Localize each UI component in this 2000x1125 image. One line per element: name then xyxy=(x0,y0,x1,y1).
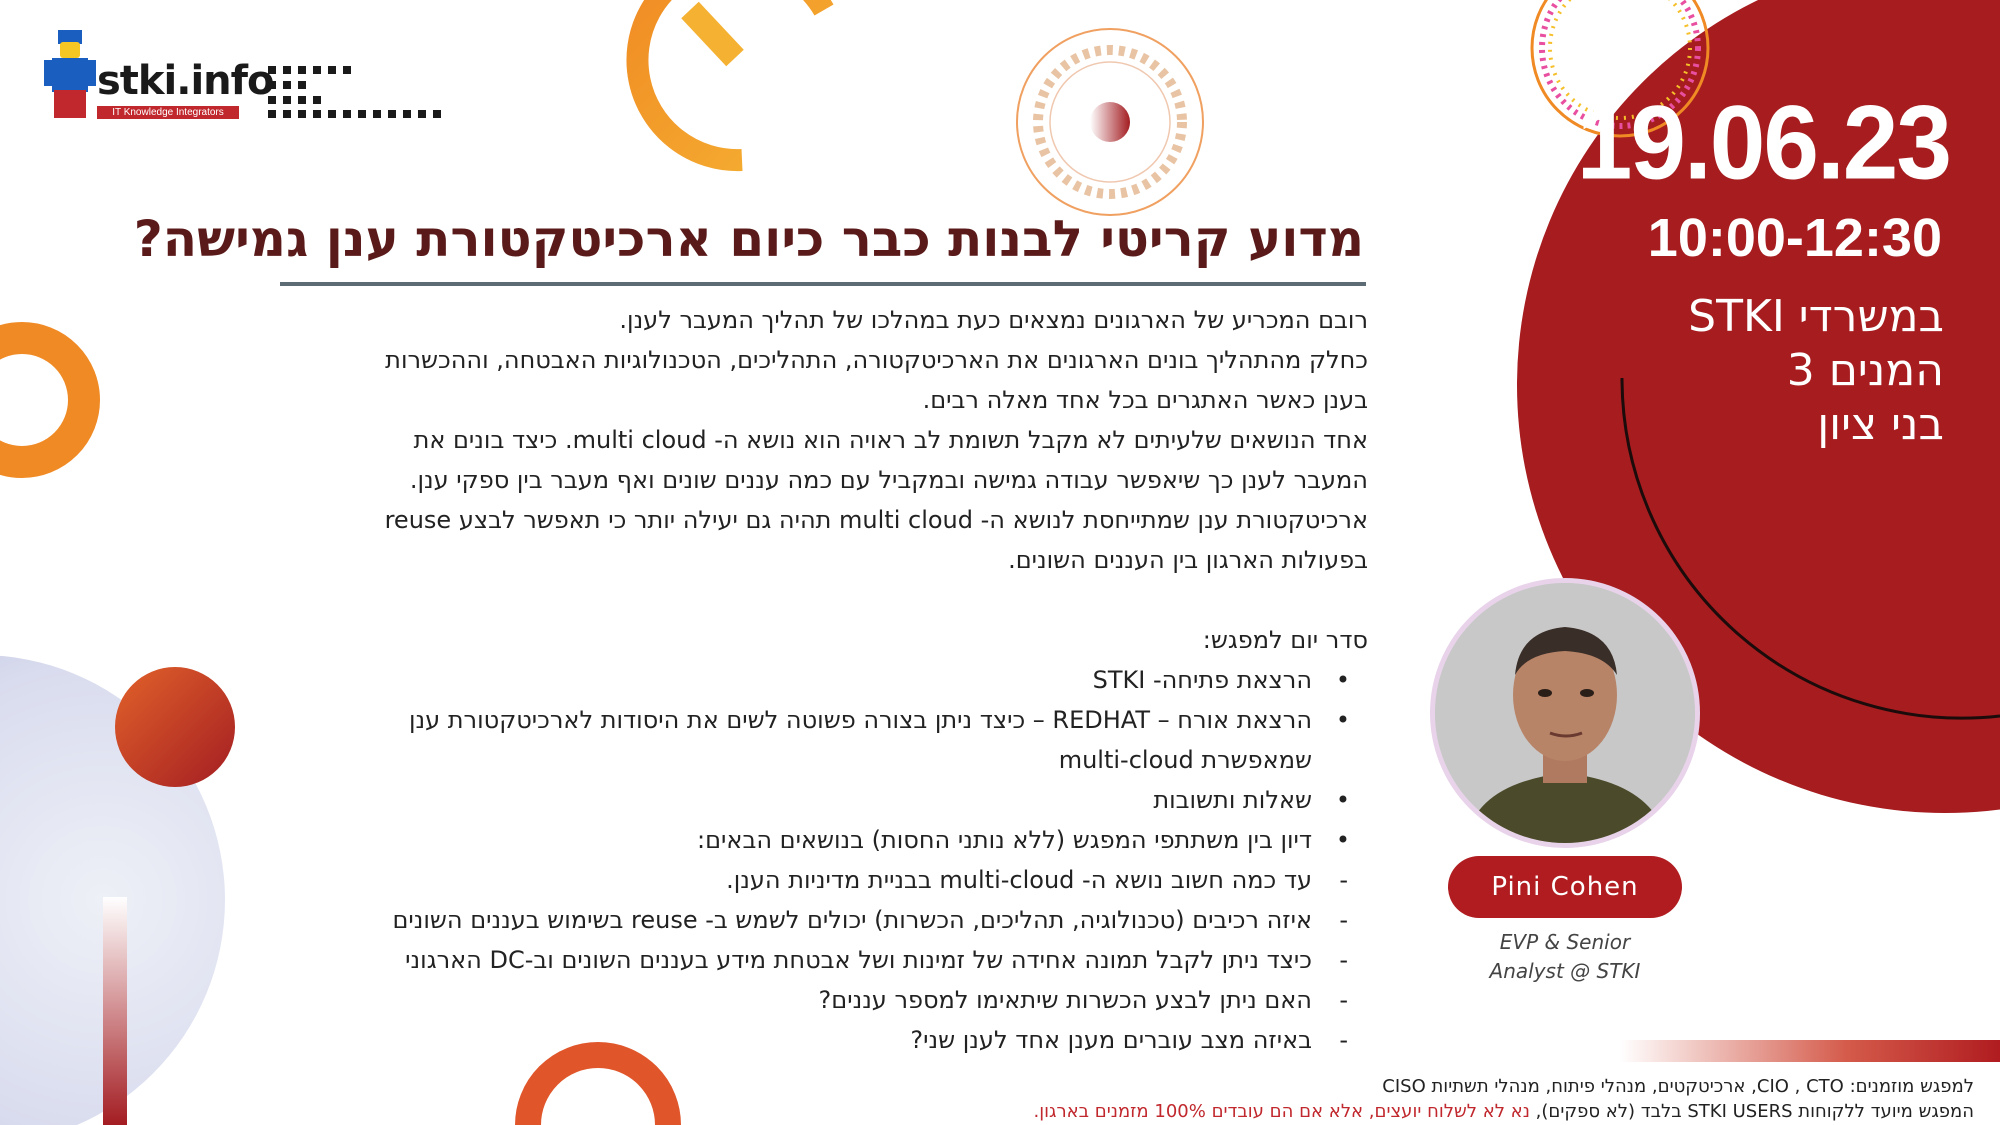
main-content xyxy=(232,300,1368,1060)
venue-line: במשרדי STKI xyxy=(1688,291,1944,342)
red-ball xyxy=(115,667,235,787)
event-venue xyxy=(1504,290,1944,452)
logo-tagline: IT Knowledge Integrators xyxy=(97,106,239,119)
intro-line: המעבר לענן כך שיאפשר עבודה גמישה ובמקביל עם כמה עננים שונים ואף מעבר בין ספקי ענן. xyxy=(409,466,1368,494)
agenda-sub-item: - כיצד ניתן לקבל תמונה אחידה של זמינות ושל אבטחת מידע בעננים השונים וב-DC הארגוני xyxy=(232,940,1368,980)
orange-ring-left xyxy=(0,338,84,462)
footer-invitees: למפגש מוזמנים: CIO , CTO, ארכיטקטים, מנהלי פיתוח, מנהלי תשתיות CISO xyxy=(1382,1076,1974,1097)
footer-notice xyxy=(574,1099,1974,1124)
intro-line: כחלק מהתהליך בונים הארגונים את הארכיטקטורה, התהליכים, הטכנולוגיות האבטחה, וההכשרות xyxy=(385,346,1368,374)
agenda-bullet-continuation: שמאפשרת multi-cloud xyxy=(1058,746,1312,774)
orange-arc-top xyxy=(637,0,824,160)
role-line: EVP & Senior xyxy=(1499,930,1631,954)
agenda-sub-item: - באיזה מצב עוברים מענן אחד לענן שני? xyxy=(232,1020,1368,1060)
venue-line: המנים 3 xyxy=(1786,345,1944,396)
intro-line: בענן כאשר האתגרים בכל אחד מאלה רבים. xyxy=(922,386,1368,414)
agenda-sub-item: - איזה רכיבים (טכנולוגיה, תהליכים, הכשרות) יכולים לשמש ב- reuse בשימוש בעננים השונים xyxy=(232,900,1368,940)
gradient-bar xyxy=(103,897,127,1125)
agenda-sub-item: - האם ניתן לבצע הכשרות שיתאימו למספר עננים? xyxy=(232,980,1368,1020)
footer-notice-main: המפגש מיועד ללקוחות STKI USERS בלבד (לא ספקים), xyxy=(1535,1101,1974,1122)
gear-core xyxy=(1090,102,1130,142)
intro-line: ארכיטקטורת ענן שמתייחסת לנושא ה- multi cloud תהיה גם יעילה יותר כי תאפשר לבצע reuse xyxy=(384,506,1368,534)
page-title: מדוע קריטי לבנות כבר כיום ארכיטקטורת ענן גמישה? xyxy=(133,210,1364,268)
footer-notice-warning: נא לא לשלוח יועצים, אלא אם הם עובדים 100% מזמנים בארגון. xyxy=(1033,1101,1536,1122)
logo-dot-pattern xyxy=(268,66,441,118)
agenda-bullet: • הרצאת פתיחה- STKI xyxy=(232,660,1368,700)
speaker-role xyxy=(1440,928,1690,986)
event-date: 19.06.23 xyxy=(1576,84,1950,202)
role-line: Analyst @ STKI xyxy=(1489,959,1641,983)
speaker-photo xyxy=(1430,578,1700,848)
intro-line: בפעולות הארגון בין העננים השונים. xyxy=(1008,546,1368,574)
agenda-heading: סדר יום למפגש: xyxy=(1202,626,1368,654)
venue-line: בני ציון xyxy=(1817,399,1944,450)
footer-gradient-bar xyxy=(1620,1040,2000,1062)
speaker-name-badge: Pini Cohen xyxy=(1448,856,1682,918)
orange-arc-needle xyxy=(690,10,735,58)
agenda-bullet: • הרצאת אורח – REDHAT – כיצד ניתן בצורה פשוטה לשים את היסודות לארכיטקטורת ענן xyxy=(232,700,1368,740)
agenda-sub-item: - עד כמה חשוב נושא ה- multi-cloud בבניית מדיניות הענן. xyxy=(232,860,1368,900)
intro-line: רובם המכריע של הארגונים נמצאים כעת במהלכו של תהליך המעבר לענן. xyxy=(619,306,1368,334)
event-time: 10:00-12:30 xyxy=(1647,208,1942,268)
logo-brand: stki.info xyxy=(97,58,274,104)
intro-line: אחד הנושאים שלעיתים לא מקבל תשומת לב ראויה הוא נושא ה- multi cloud. כיצד בונים את xyxy=(413,426,1368,454)
footer xyxy=(574,1074,1974,1124)
lego-mascot xyxy=(44,30,96,118)
agenda-bullet: • דיון בין משתתפי המפגש (ללא נותני החסות) בנושאים הבאים: xyxy=(232,820,1368,860)
agenda-bullet: • שאלות ותשובות xyxy=(232,780,1368,820)
title-underline xyxy=(280,282,1366,286)
